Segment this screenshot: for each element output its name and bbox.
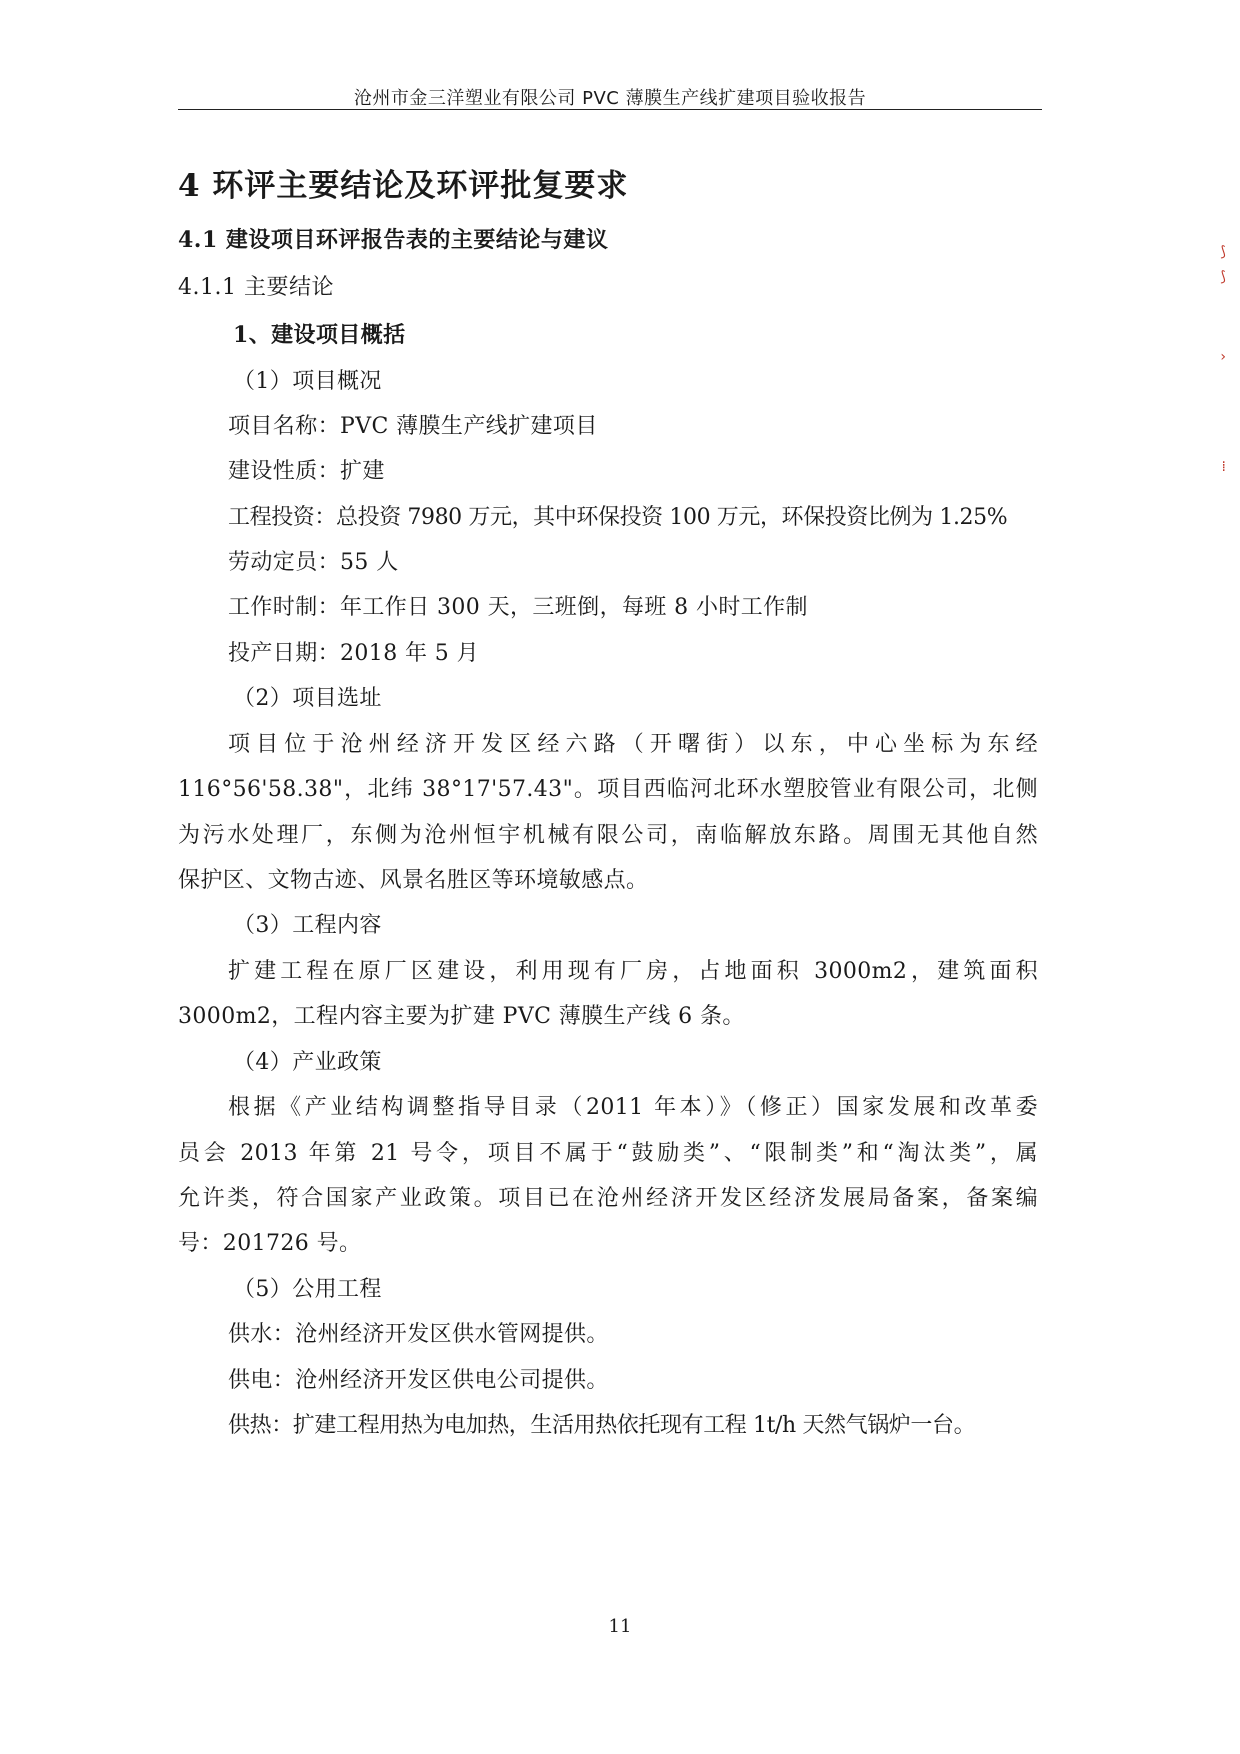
location-line-1: 项目位于沧州经济开发区经六路（开曙街）以东，中心坐标为东经 [228,732,1038,757]
sub-heading-project-overview: （1）项目概况 [233,369,382,394]
engineering-line-1: 扩建工程在原厂区建设，利用现有厂房，占地面积 3000m2，建筑面积 [228,959,1038,984]
seal-fragment-top-2: ⟆ [1220,269,1226,285]
sub-heading-utilities: （5）公用工程 [233,1277,382,1302]
item-heading-overview: 1、建设项目概括 [233,322,406,348]
section-heading: 4.1 建设项目环评报告表的主要结论与建议 [178,227,609,253]
power-supply: 供电：沧州经济开发区供电公司提供。 [228,1368,609,1393]
subsection-heading: 4.1.1 主要结论 [178,275,334,300]
staffing: 劳动定员：55 人 [228,550,399,575]
policy-line-2: 员会 2013 年第 21 号令，项目不属于“鼓励类”、“限制类”和“淘汰类”，属 [178,1141,1038,1166]
policy-line-4: 号：201726 号。 [178,1231,362,1256]
production-date: 投产日期：2018 年 5 月 [228,641,479,666]
page-header: 沧州市金三洋塑业有限公司 PVC 薄膜生产线扩建项目验收报告 [353,88,867,109]
water-supply: 供水：沧州经济开发区供水管网提供。 [228,1322,609,1347]
sub-heading-engineering: （3）工程内容 [233,913,382,938]
policy-line-3: 允许类，符合国家产业政策。项目已在沧州经济开发区经济发展局备案，备案编 [178,1186,1038,1211]
seal-fragment-mid: › [1220,349,1226,365]
seal-fragment-bottom: ⁞ [1221,459,1226,475]
investment: 工程投资：总投资 7980 万元，其中环保投资 100 万元，环保投资比例为 1.25% [228,505,1008,530]
heat-supply: 供热：扩建工程用热为电加热，生活用热依托现有工程 1t/h 天然气锅炉一台。 [228,1413,976,1438]
chapter-heading: 4 环评主要结论及环评批复要求 [178,168,629,204]
project-name: 项目名称：PVC 薄膜生产线扩建项目 [228,414,598,439]
sub-heading-policy: （4）产业政策 [233,1050,382,1075]
engineering-line-2: 3000m2，工程内容主要为扩建 PVC 薄膜生产线 6 条。 [178,1004,745,1029]
header-rule [178,109,1042,110]
location-line-4: 保护区、文物古迹、风景名胜区等环境敏感点。 [178,868,649,893]
policy-line-1: 根据《产业结构调整指导目录（2011 年本）》（修正）国家发展和改革委 [228,1095,1038,1120]
sub-heading-location: （2）项目选址 [233,686,382,711]
work-schedule: 工作时制：年工作日 300 天，三班倒，每班 8 小时工作制 [228,595,808,620]
location-line-2: 116°56'58.38"，北纬 38°17'57.43"。项目西临河北环水塑胶管业有限公司，北侧 [178,777,1038,802]
seal-fragment-top: ⟆ [1220,244,1226,260]
location-line-3: 为污水处理厂，东侧为沧州恒宇机械有限公司，南临解放东路。周围无其他自然 [178,823,1038,848]
construction-nature: 建设性质：扩建 [228,459,385,484]
page-number: 11 [608,1616,632,1637]
